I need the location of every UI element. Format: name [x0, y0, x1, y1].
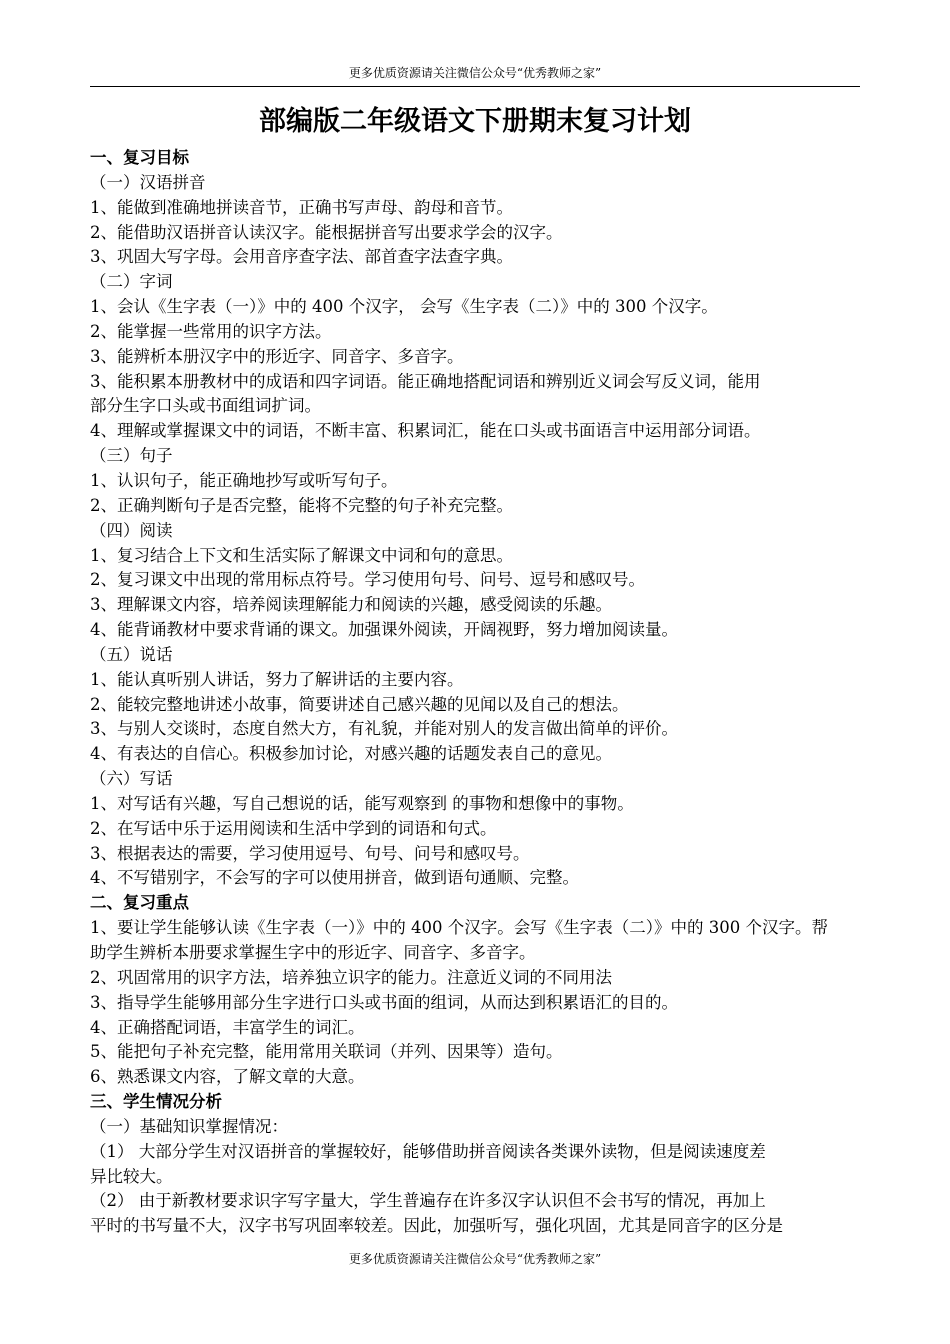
subsection-heading: （四）阅读 — [90, 520, 173, 540]
text-line: （1） 大部分学生对汉语拼音的掌握较好，能够借助拼音阅读各类课外读物，但是阅读速度差 — [90, 1141, 766, 1161]
subsection-heading: （一）基础知识掌握情况： — [90, 1116, 288, 1136]
text-line: 5、能把句子补充完整，能用常用关联词（并列、因果等）造句。 — [90, 1042, 563, 1062]
section-heading: 二、复习重点 — [90, 893, 189, 913]
text-line: 助学生辨析本册要求掌握生字中的形近字、同音字、多音字。 — [90, 943, 536, 962]
text-line: 3、理解课文内容，培养阅读理解能力和阅读的兴趣，感受阅读的乐趣。 — [90, 595, 612, 615]
text-line: 4、能背诵教材中要求背诵的课文。加强课外阅读，开阔视野，努力增加阅读量。 — [90, 620, 678, 640]
document-body — [90, 146, 862, 1239]
text-line: 异比较大。 — [90, 1166, 173, 1186]
text-line: 3、能辨析本册汉字中的形近字、同音字、多音字。 — [90, 346, 464, 366]
text-line: 4、不写错别字，不会写的字可以使用拼音，做到语句通顺、完整。 — [90, 868, 579, 888]
header-divider — [90, 86, 860, 87]
text-line: 3、指导学生能够用部分生字进行口头或书面的组词，从而达到积累语汇的目的。 — [90, 992, 678, 1012]
subsection-heading: （一）汉语拼音 — [90, 172, 206, 192]
section-heading: 三、学生情况分析 — [90, 1092, 222, 1112]
text-line: 2、巩固常用的识字方法，培养独立识字的能力。注意近义词的不同用法 — [90, 967, 612, 987]
page-title: 部编版二年级语文下册期末复习计划 — [259, 106, 691, 137]
text-line: 2、能掌握一些常用的识字方法。 — [90, 321, 332, 341]
text-line: 1、认识句子，能正确地抄写或听写句子。 — [90, 470, 398, 490]
text-line: 1、会认《生字表（一）》中的 400 个汉字， 会写《生字表（二）》中的 300 个汉字。 — [90, 297, 718, 317]
subsection-heading: （五）说话 — [90, 644, 173, 664]
text-line: 部分生字口头或书面组词扩词。 — [90, 396, 321, 416]
text-line: 3、能积累本册教材中的成语和四字词语。能正确地搭配词语和辨别近义词会写反义词，能用 — [90, 371, 761, 391]
text-line: 1、要让学生能够认读《生字表（一）》中的 400 个汉字。会写《生字表（二）》中的 300 个汉字。帮 — [90, 918, 828, 938]
text-line: 2、能较完整地讲述小故事，简要讲述自己感兴趣的见闻以及自己的想法。 — [90, 694, 629, 714]
text-line: 1、对写话有兴趣，写自己想说的话，能写观察到 的事物和想像中的事物。 — [90, 793, 634, 813]
text-line: 1、能做到准确地拼读音节，正确书写声母、韵母和音节。 — [90, 197, 513, 217]
text-line: 2、能借助汉语拼音认读汉字。能根据拼音写出要求学会的汉字。 — [90, 222, 563, 242]
text-line: 平时的书写量不大，汉字书写巩固率较差。因此，加强听写，强化巩固，尤其是同音字的区分是 — [90, 1216, 783, 1236]
text-line: 4、理解或掌握课文中的词语，不断丰富、积累词汇，能在口头或书面语言中运用部分词语。 — [90, 421, 761, 441]
text-line: 4、正确搭配词语，丰富学生的词汇。 — [90, 1017, 365, 1037]
header-note: 更多优质资源请关注微信公众号“优秀教师之家” — [348, 66, 602, 80]
text-line: 1、复习结合上下文和生活实际了解课文中词和句的意思。 — [90, 545, 513, 565]
text-line: 1、能认真听别人讲话，努力了解讲话的主要内容。 — [90, 669, 464, 689]
text-line: 3、根据表达的需要，学习使用逗号、句号、问号和感叹号。 — [90, 843, 530, 863]
text-line: 3、巩固大写字母。会用音序查字法、部首查字法查字典。 — [90, 247, 513, 267]
subsection-heading: （三）句子 — [90, 446, 173, 466]
section-heading: 一、复习目标 — [90, 148, 189, 167]
footer-note: 更多优质资源请关注微信公众号“优秀教师之家” — [348, 1252, 602, 1266]
text-line: 2、在写话中乐于运用阅读和生活中学到的词语和句式。 — [90, 818, 497, 838]
text-line: 3、与别人交谈时，态度自然大方，有礼貌，并能对别人的发言做出简单的评价。 — [90, 719, 678, 739]
subsection-heading: （六）写话 — [90, 769, 173, 789]
text-line: 6、熟悉课文内容，了解文章的大意。 — [90, 1067, 365, 1087]
text-line: 2、正确判断句子是否完整，能将不完整的句子补充完整。 — [90, 495, 513, 515]
subsection-heading: （二）字词 — [90, 272, 173, 292]
text-line: 4、有表达的自信心。积极参加讨论，对感兴趣的话题发表自己的意见。 — [90, 744, 612, 764]
text-line: 2、复习课文中出现的常用标点符号。学习使用句号、问号、逗号和感叹号。 — [90, 570, 645, 590]
text-line: （2） 由于新教材要求识字写字量大，学生普遍存在许多汉字认识但不会书写的情况，再加上 — [90, 1191, 766, 1211]
